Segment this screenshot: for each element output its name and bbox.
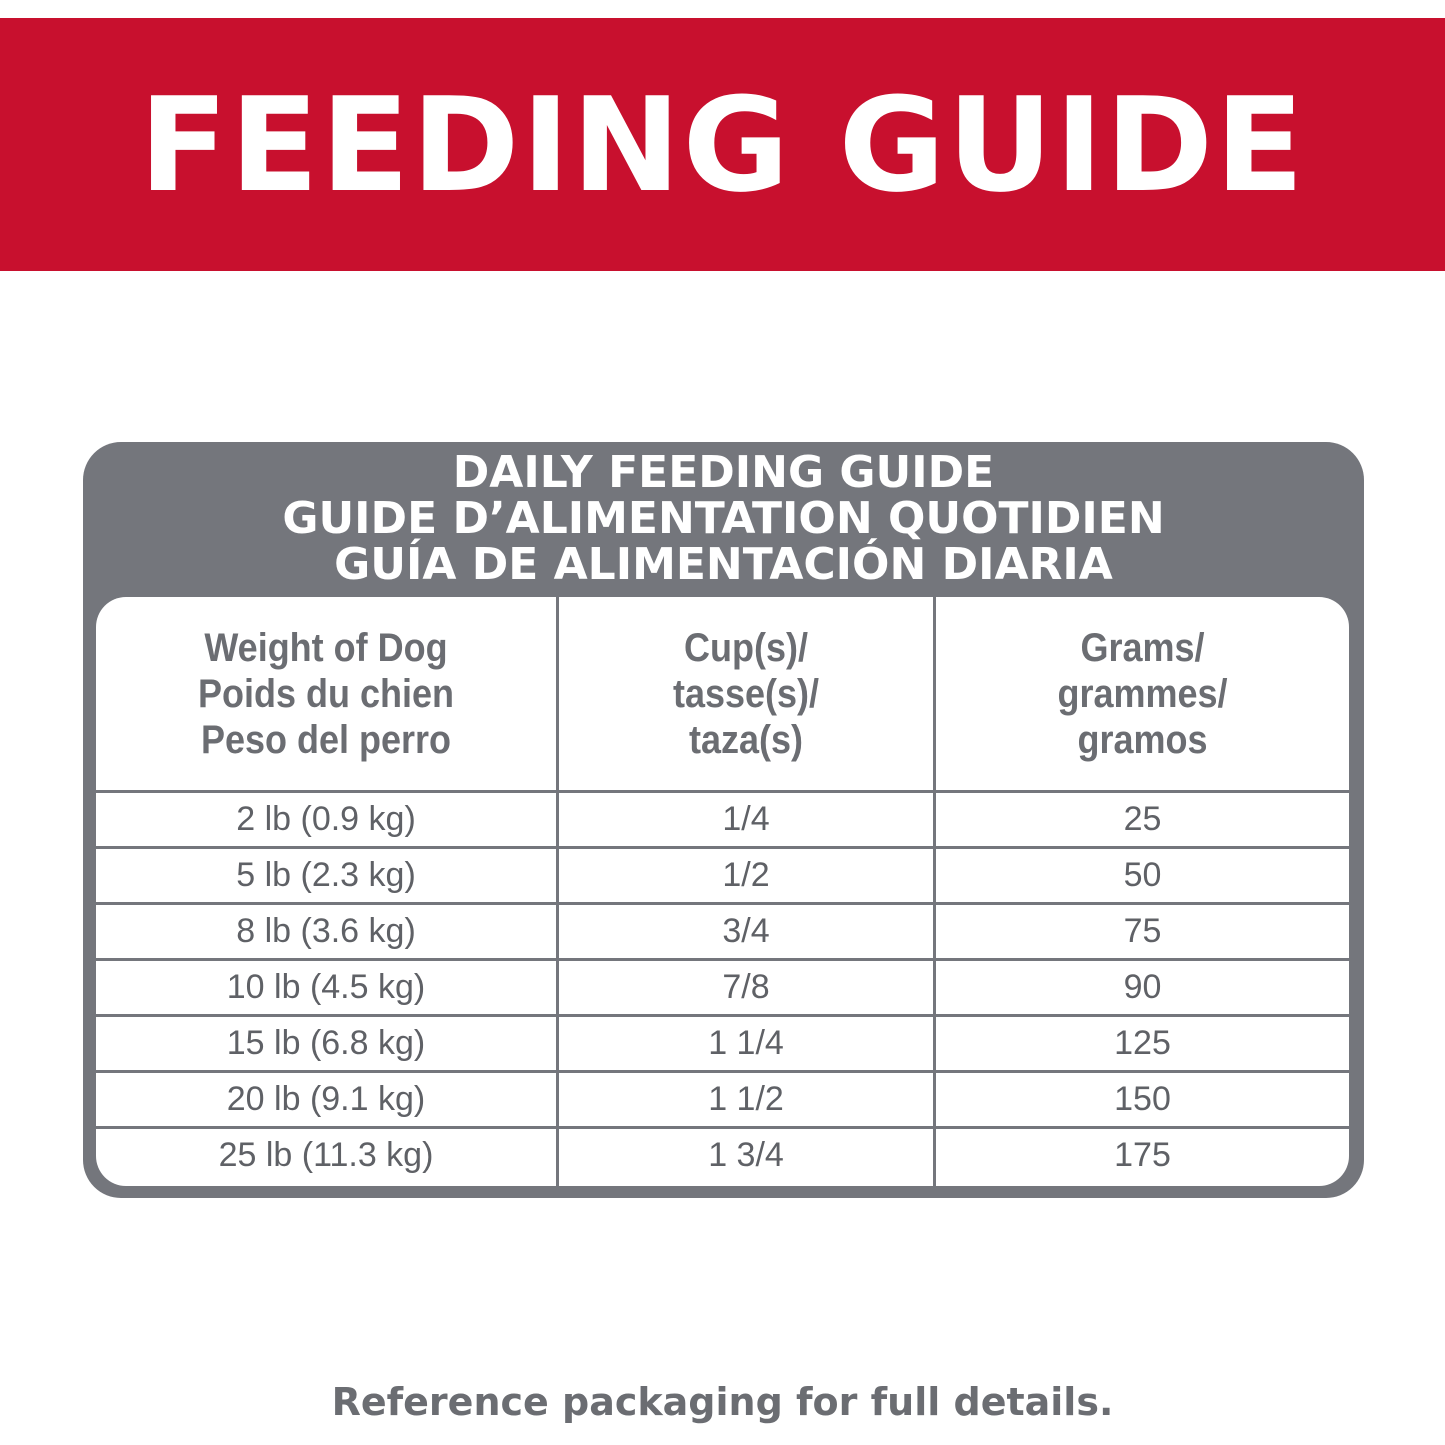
cell-grams: 25: [1123, 800, 1162, 838]
cell-grams: 125: [1114, 1024, 1171, 1062]
cell-weight: 5 lb (2.3 kg): [236, 856, 416, 894]
guide-heading: [83, 447, 1364, 590]
header-grams-fr: grammes/: [1057, 671, 1228, 716]
header-grams: [957, 597, 1329, 790]
cell-cups: 7/8: [722, 968, 770, 1006]
cell-cups: 3/4: [722, 912, 770, 950]
cell-cups: 1/2: [722, 856, 770, 894]
feeding-guide-banner: [0, 18, 1445, 271]
header-cups-fr: tasse(s)/: [672, 671, 820, 716]
table-row: [96, 793, 1349, 849]
table-row: [96, 1129, 1349, 1185]
cell-grams: 90: [1123, 968, 1162, 1006]
cell-weight: 20 lb (9.1 kg): [226, 1080, 426, 1118]
table-row: [96, 1073, 1349, 1129]
footer-note: Reference packaging for full details.: [331, 1380, 1114, 1424]
cell-grams: 75: [1123, 912, 1162, 950]
guide-heading-english: DAILY FEEDING GUIDE: [452, 447, 995, 498]
cell-weight: 8 lb (3.6 kg): [236, 912, 416, 950]
banner-title: FEEDING GUIDE: [139, 68, 1306, 221]
cell-grams: 50: [1123, 856, 1162, 894]
header-grams-en: Grams/: [1080, 625, 1205, 670]
feeding-table: [96, 597, 1349, 1186]
table-row: [96, 905, 1349, 961]
cell-weight: 10 lb (4.5 kg): [226, 968, 426, 1006]
cell-cups: 1 1/2: [708, 1080, 784, 1118]
header-weight-es: Peso del perro: [200, 717, 452, 762]
header-weight-of-dog: [119, 597, 533, 790]
cell-cups: 1 3/4: [708, 1136, 784, 1174]
guide-heading-spanish: GUÍA DE ALIMENTACIÓN DIARIA: [334, 539, 1113, 590]
table-header-row: [96, 597, 1349, 793]
guide-heading-french: GUIDE D’ALIMENTATION QUOTIDIEN: [282, 493, 1165, 544]
header-cups-en: Cup(s)/: [683, 625, 808, 670]
cell-cups: 1 1/4: [708, 1024, 784, 1062]
header-grams-es: gramos: [1077, 717, 1208, 762]
cell-cups: 1/4: [722, 800, 770, 838]
cell-grams: 175: [1114, 1136, 1171, 1174]
table-row: [96, 961, 1349, 1017]
cell-weight: 2 lb (0.9 kg): [236, 800, 416, 838]
cell-weight: 15 lb (6.8 kg): [226, 1024, 426, 1062]
cell-weight: 25 lb (11.3 kg): [218, 1136, 434, 1174]
table-row: [96, 1017, 1349, 1073]
cell-grams: 150: [1114, 1080, 1171, 1118]
column-divider: [556, 597, 559, 1186]
column-divider: [933, 597, 936, 1186]
header-cups-es: taza(s): [688, 717, 804, 762]
header-cups: [578, 597, 915, 790]
table-row: [96, 849, 1349, 905]
daily-feeding-guide-card: [83, 442, 1364, 1198]
header-weight-en: Weight of Dog: [204, 625, 448, 670]
header-weight-fr: Poids du chien: [197, 671, 455, 716]
